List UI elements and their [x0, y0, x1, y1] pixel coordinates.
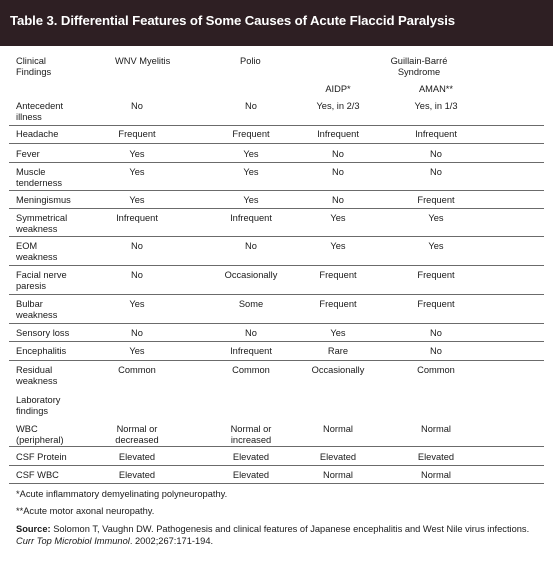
- row-label-line: Muscle: [16, 167, 46, 177]
- row-label-line: Sensory loss: [16, 328, 70, 338]
- table-cell-aman: [381, 365, 491, 376]
- row-divider: [9, 465, 544, 466]
- table-cell-wnv: [82, 299, 192, 310]
- row-label: [16, 270, 67, 292]
- table-cell-aman: [381, 129, 491, 140]
- cell-value: Yes: [330, 328, 346, 338]
- table-cell-aman: [381, 213, 491, 224]
- cell-value: Common: [232, 365, 270, 375]
- cell-value: No: [430, 328, 442, 338]
- cell-value: Frequent: [232, 129, 270, 139]
- row-divider: [9, 208, 544, 209]
- row-divider: [9, 446, 544, 447]
- header-clinical-line: Clinical: [16, 56, 46, 66]
- row-label-line: CSF Protein: [16, 452, 67, 462]
- row-label-line: weakness: [16, 376, 58, 386]
- cell-value: Frequent: [417, 270, 455, 280]
- cell-value: Frequent: [319, 299, 357, 309]
- row-label: [16, 213, 67, 235]
- cell-value: Frequent: [118, 129, 156, 139]
- header-findings-line: Findings: [16, 67, 52, 77]
- cell-value: No: [430, 346, 442, 356]
- table-cell-wnv: [82, 213, 192, 224]
- table-cell-aman: [381, 167, 491, 178]
- row-label-line: Facial nerve: [16, 270, 67, 280]
- cell-value: Yes: [243, 195, 259, 205]
- table-cell-wnv: [82, 195, 192, 206]
- source-rest: . 2002;267:171-194.: [129, 536, 214, 546]
- cell-value: Elevated: [232, 470, 270, 480]
- row-divider: [9, 162, 544, 163]
- row-label: [16, 424, 64, 446]
- header-aman: AMAN**: [418, 84, 454, 94]
- row-divider: [9, 360, 544, 361]
- table-cell-wnv: [82, 101, 192, 112]
- row-label-line: EOM: [16, 241, 38, 251]
- table-title: Table 3. Differential Features of Some Causes of Acute Flaccid Paralysis: [10, 13, 455, 28]
- row-label: [16, 167, 62, 189]
- table-cell-aidp: [283, 167, 393, 178]
- header-syndrome-line: Syndrome: [397, 67, 441, 77]
- row-label-line: Laboratory: [16, 395, 61, 405]
- cell-value: Elevated: [118, 452, 156, 462]
- cell-value: Infrequent: [230, 213, 272, 223]
- cell-value: No: [245, 241, 257, 251]
- table-cell-aman: [381, 241, 491, 252]
- table-cell-aman: [381, 195, 491, 206]
- table-cell-aidp: [283, 270, 393, 281]
- cell-value: No: [131, 241, 143, 251]
- cell-value: Some: [238, 299, 264, 309]
- row-label: [16, 470, 59, 481]
- cell-value: No: [332, 149, 344, 159]
- table-cell-wnv: [82, 167, 192, 178]
- table-cell-aidp: [283, 129, 393, 140]
- table-cell-aman: [381, 101, 491, 112]
- header-polio: Polio: [240, 56, 261, 66]
- table-cell-aidp: [283, 452, 393, 463]
- table-cell-wnv: [82, 241, 192, 252]
- cell-value: Frequent: [417, 195, 455, 205]
- cell-value: Yes: [243, 149, 259, 159]
- cell-value: No: [245, 328, 257, 338]
- table-cell-aidp: [283, 299, 393, 310]
- cell-value: No: [332, 195, 344, 205]
- row-label-line: tenderness: [16, 178, 62, 188]
- row-label-line: CSF WBC: [16, 470, 59, 480]
- row-divider: [9, 341, 544, 342]
- cell-value: Infrequent: [317, 129, 359, 139]
- row-label-line: illness: [16, 112, 42, 122]
- table-cell-aidp: [283, 101, 393, 112]
- cell-value: Yes: [129, 167, 145, 177]
- header-aidp: AIDP*: [325, 84, 351, 94]
- cell-value: No: [131, 270, 143, 280]
- table-cell-wnv: [82, 424, 192, 446]
- row-divider: [9, 265, 544, 266]
- table-cell-wnv: [82, 346, 192, 357]
- table-cell-wnv: [82, 270, 192, 281]
- table-cell-aman: [381, 270, 491, 281]
- cell-value: No: [430, 149, 442, 159]
- cell-value: No: [430, 167, 442, 177]
- cell-value: Occasionally: [311, 365, 365, 375]
- table-cell-wnv: [82, 452, 192, 463]
- row-label-line: weakness: [16, 310, 58, 320]
- row-divider: [9, 483, 544, 484]
- row-label-line: Antecedent: [16, 101, 64, 111]
- row-divider: [9, 294, 544, 295]
- cell-value: Yes: [428, 241, 444, 251]
- header-wnv-myelitis: WNV Myelitis: [115, 56, 171, 66]
- cell-value: Yes: [428, 213, 444, 223]
- row-label: [16, 346, 66, 357]
- cell-value: No: [332, 167, 344, 177]
- header-clinical-findings: [16, 56, 51, 78]
- row-label-line: weakness: [16, 252, 58, 262]
- cell-value: Yes, in 1/3: [414, 101, 458, 111]
- cell-value: Normal: [323, 424, 353, 434]
- source-journal: Curr Top Microbiol Immunol: [16, 536, 130, 546]
- cell-value: Frequent: [319, 270, 357, 280]
- row-divider: [9, 143, 544, 144]
- row-label: [16, 452, 67, 463]
- cell-value: Normal: [421, 424, 451, 434]
- row-label-line: weakness: [16, 224, 58, 234]
- row-label: [16, 299, 57, 321]
- row-label: [16, 129, 58, 140]
- row-label-line: paresis: [16, 281, 46, 291]
- row-label-line: Residual: [16, 365, 53, 375]
- row-label-line: Bulbar: [16, 299, 43, 309]
- cell-value: Rare: [327, 346, 349, 356]
- row-divider: [9, 190, 544, 191]
- source-text: Solomon T, Vaughn DW. Pathogenesis and clinical features of Japanese encephalitis and West Nile virus infections.: [50, 524, 530, 534]
- cell-value: No: [131, 101, 143, 111]
- row-label: [16, 149, 40, 160]
- cell-value: Elevated: [417, 452, 455, 462]
- cell-value: Infrequent: [415, 129, 457, 139]
- table-cell-aidp: [283, 424, 393, 435]
- header-guillain-barre: [362, 56, 476, 78]
- cell-value: Common: [417, 365, 455, 375]
- cell-value: No: [131, 328, 143, 338]
- cell-value: Elevated: [319, 452, 357, 462]
- table-cell-aman: [381, 149, 491, 160]
- table-cell-aman: [381, 299, 491, 310]
- cell-value: Normal or: [116, 424, 158, 434]
- source-label: Source:: [16, 524, 51, 534]
- table-cell-wnv: [82, 470, 192, 481]
- cell-value: Infrequent: [230, 346, 272, 356]
- row-label: [16, 195, 71, 206]
- row-label-line: findings: [16, 406, 49, 416]
- cell-value: Normal: [421, 470, 451, 480]
- row-label-line: Encephalitis: [16, 346, 67, 356]
- table-cell-aman: [381, 328, 491, 339]
- table-title-bar: [0, 0, 553, 46]
- row-label-line: Headache: [16, 129, 59, 139]
- cell-value: Occasionally: [224, 270, 278, 280]
- cell-value: Elevated: [232, 452, 270, 462]
- cell-value: decreased: [115, 435, 159, 445]
- row-label-line: (peripheral): [16, 435, 64, 445]
- table-cell-aidp: [283, 213, 393, 224]
- cell-value: No: [245, 101, 257, 111]
- table-cell-aman: [381, 470, 491, 481]
- table-cell-aidp: [283, 195, 393, 206]
- row-divider: [9, 125, 544, 126]
- table-cell-wnv: [82, 365, 192, 376]
- table-cell-aman: [381, 424, 491, 435]
- row-label: [16, 101, 63, 123]
- source-citation: [16, 523, 541, 547]
- footnote-aman: **Acute motor axonal neuropathy.: [16, 506, 155, 516]
- row-label: [16, 365, 57, 387]
- table-cell-aman: [381, 346, 491, 357]
- table-cell-aidp: [283, 365, 393, 376]
- table-cell-aidp: [283, 328, 393, 339]
- table-cell-aidp: [283, 241, 393, 252]
- row-label: [16, 395, 60, 417]
- table-cell-wnv: [82, 149, 192, 160]
- cell-value: Elevated: [118, 470, 156, 480]
- cell-value: Yes: [243, 167, 259, 177]
- cell-value: Yes: [330, 241, 346, 251]
- cell-value: Yes: [129, 346, 145, 356]
- cell-value: Common: [118, 365, 156, 375]
- row-label-line: WBC: [16, 424, 38, 434]
- row-label: [16, 241, 57, 263]
- header-guillain-barre-line: Guillain-Barré: [390, 56, 448, 66]
- footnote-aidp: *Acute inflammatory demyelinating polyneuropathy.: [16, 489, 228, 499]
- row-label: [16, 328, 69, 339]
- cell-value: Normal or: [230, 424, 272, 434]
- cell-value: Yes: [129, 149, 145, 159]
- row-divider: [9, 236, 544, 237]
- row-label-line: Symmetrical: [16, 213, 68, 223]
- row-label-line: Fever: [16, 149, 40, 159]
- table-cell-aidp: [283, 470, 393, 481]
- row-divider: [9, 323, 544, 324]
- cell-value: increased: [230, 435, 272, 445]
- cell-value: Frequent: [417, 299, 455, 309]
- cell-value: Infrequent: [116, 213, 158, 223]
- cell-value: Yes: [129, 195, 145, 205]
- table-cell-wnv: [82, 328, 192, 339]
- table-cell-wnv: [82, 129, 192, 140]
- table-cell-aidp: [283, 149, 393, 160]
- cell-value: Normal: [323, 470, 353, 480]
- table-cell-aidp: [283, 346, 393, 357]
- cell-value: Yes: [129, 299, 145, 309]
- table-cell-aman: [381, 452, 491, 463]
- cell-value: Yes, in 2/3: [316, 101, 360, 111]
- row-label-line: Meningismus: [16, 195, 71, 205]
- cell-value: Yes: [330, 213, 346, 223]
